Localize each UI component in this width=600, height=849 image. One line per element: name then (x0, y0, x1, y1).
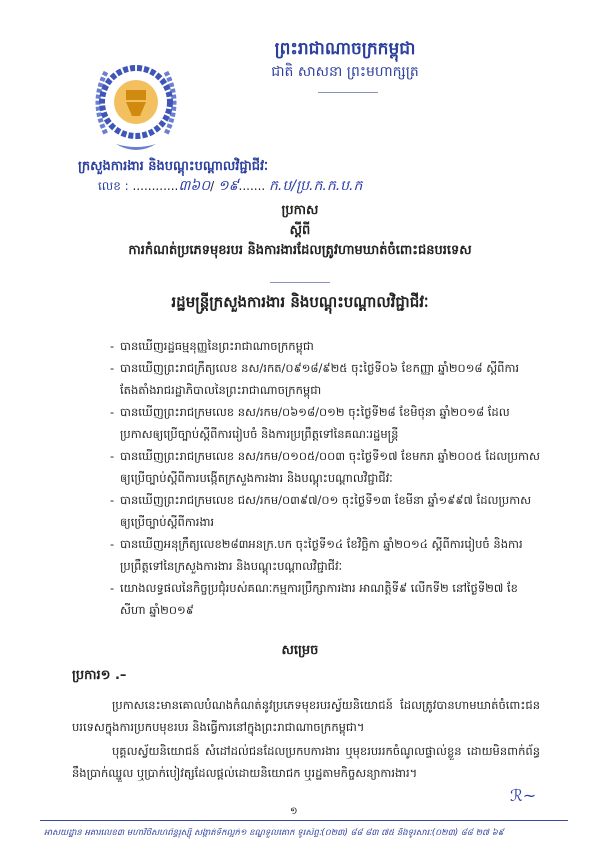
reference-code: ក.ប/ប្រ.ក.ក.ប.ក (269, 178, 363, 194)
list-item: - បានឃើញព្រះរាជក្រឹត្យលេខ នស/រកត/០៩១៨/៩២៥ ចុះថ្ងៃទី០៦ ខែកញ្ញា ឆ្នាំ២០១៨ ស្តីពីការតែងតាំងរាជរដ្ឋាភិបាលនៃព្រះរាជាណាចក្រកម្ពុជា (110, 361, 520, 397)
reference-year: ១៩ (218, 178, 239, 194)
document-type: ប្រកាស (281, 203, 319, 218)
minister-heading: រដ្ឋមន្ត្រីក្រសួងការងារ និងបណ្តុះបណ្តាលវិជ្ជាជីវៈ (171, 293, 429, 311)
ornament-divider (318, 92, 378, 93)
decision-heading: សម្រេច (281, 643, 319, 658)
document-subject: ការកំណត់ប្រភេទមុខរបរ និងការងារដែលត្រូវហាមឃាត់ចំពោះជនបរទេស (128, 243, 472, 258)
article-1-body (72, 694, 540, 786)
paragraph: ប្រកាសនេះមានគោលបំណងកំណត់នូវប្រភេទមុខរបរស្វ័យនិយោជន៍ ដែលត្រូវបានហាមឃាត់ចំពោះជនបរទេសក្នុងការប្រកបមុខរបរ និងធ្វើការនៅក្នុងព្រះរាជាណាចក្រកម្ពុជា។ (72, 698, 540, 734)
list-item: - បានឃើញរដ្ឋធម្មនុញ្ញនៃព្រះរាជាណាចក្រកម្ពុជា (110, 339, 314, 353)
footer-divider (40, 820, 568, 821)
national-motto: ជាតិ សាសនា ព្រះមហាក្សត្រ (271, 64, 419, 80)
list-item: - យោងលទ្ធផលនៃកិច្ចប្រជុំរបស់គណៈកម្មការប្រឹក្សាការងារ អាណត្តិទី៩ លើកទី២ នៅថ្ងៃទី២៧ ខែសីហា ឆ្នាំ២០១៩ (110, 581, 518, 617)
kingdom-title: ព្រះរាជាណាចក្រកម្ពុជា (274, 39, 416, 59)
list-item: - បានឃើញអនុក្រឹត្យលេខ២៨៣អនក្រ.បក ចុះថ្ងៃទី១៤ ខែវិច្ឆិកា ឆ្នាំ២០១៤ ស្តីពីការរៀបចំ និងការប្រព្រឹត្តទៅនៃក្រសួងការងារ និងបណ្តុះបណ្តាលវិជ្ជាជីវៈ (110, 537, 523, 573)
ornament-divider (270, 282, 330, 283)
document-about: ស្តីពី (289, 223, 311, 238)
list-item: - បានឃើញព្រះរាជក្រមលេខ នស/រកម/០១០៥/០០៣ ចុះថ្ងៃទី១៧ ខែមករា ឆ្នាំ២០០៥ ដែលប្រកាសឲ្យប្រើច្បាប់ស្តីពីការបង្កើតក្រសួងការងារ និងបណ្តុះបណ្តាលវិជ្ជាជីវៈ (110, 449, 540, 485)
reference-label: លេខ : (98, 179, 129, 193)
paragraph: បុគ្គលស្វ័យនិយោជន៍ សំដៅដល់ជនដែលប្រកបការងារ ឬមុខរបររកចំណូលផ្ទាល់ខ្លួន ដោយមិនពាក់ព័ន្ធនឹងប្រាក់ឈ្នួល ឬប្រាក់បៀវត្សដែលផ្តល់ដោយនិយោជក ឬរដ្ឋតាមកិច្ចសន្យាការងារ។ (72, 744, 540, 780)
preamble-list (110, 335, 540, 621)
reference-handwritten-number: ៣៦០ (178, 178, 211, 194)
ministry-logo (88, 52, 184, 162)
list-item: - បានឃើញព្រះរាជក្រមលេខ នស/រកម/០៦១៨/០១២ ចុះថ្ងៃទី២៨ ខែមិថុនា ឆ្នាំ២០១៨ ដែលប្រកាសឲ្យប្រើច្បាប់ស្តីពីការរៀបចំ និងការប្រព្រឹត្តទៅនៃគណៈរដ្ឋមន្ត្រី (110, 405, 510, 441)
reference-number: លេខ : ............៣៦០/ ១៩....... ក.ប/ប្រ.ក.ក.ប.ក (98, 178, 363, 194)
article-1-label: ប្រការ១ .– (72, 668, 127, 683)
ministry-name: ក្រសួងការងារ និងបណ្តុះបណ្តាលវិជ្ជាជីវៈ (78, 159, 269, 174)
list-item: - បានឃើញព្រះរាជក្រមលេខ ជស/រកម/០៣៩៧/០១ ចុះថ្ងៃទី១៣ ខែមីនា ឆ្នាំ១៩៩៧ ដែលប្រកាសឲ្យប្រើច្បាប់ស្តីពីការងារ (110, 493, 532, 529)
initials-signature-icon: ℛ~ (510, 786, 537, 805)
footer-address: អាសយដ្ឋាន អគារលេខ៣ មហាវិថីសហព័ន្ធរុស្ស៊ី សង្កាត់ទឹកល្អក់១ ខណ្ឌទួលគោក ទូរស័ព្ទៈ(០២៣) ៨៨ ៨៣ ៧៥ និងទូរសារៈ(០២៣) ៨៨ ២៧ ៦៩ (44, 828, 504, 838)
page-number: ១ (290, 806, 298, 817)
